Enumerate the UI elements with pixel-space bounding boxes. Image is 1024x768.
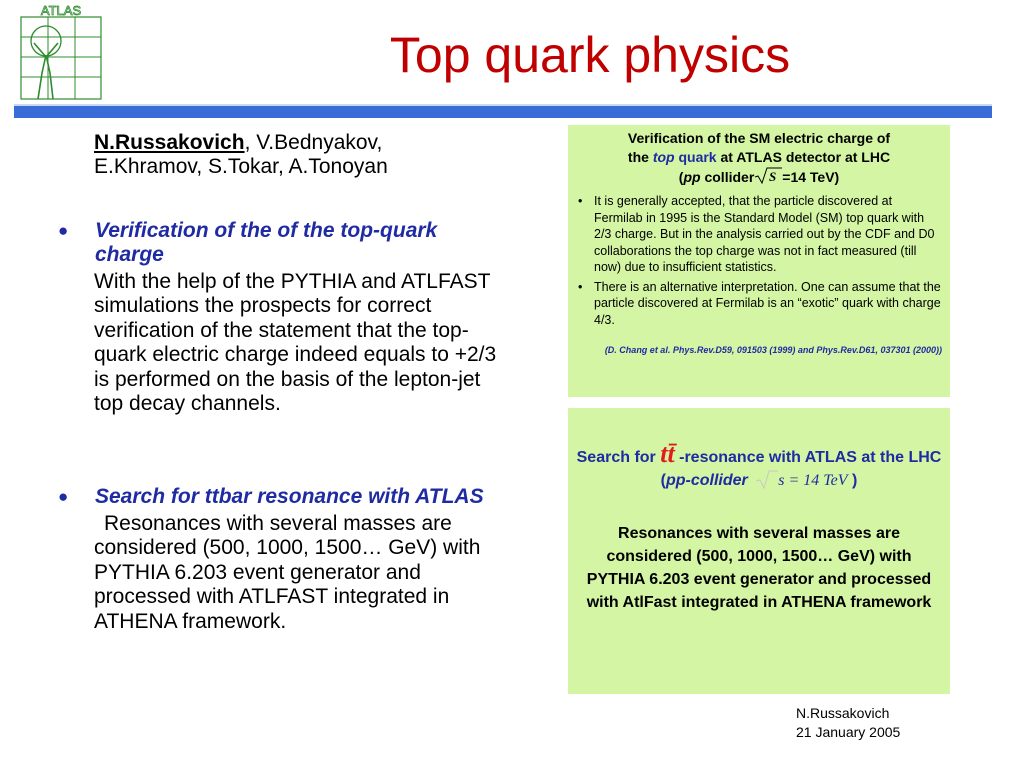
- section-ttbar-resonance: [58, 485, 498, 634]
- section-body: With the help of the PYTHIA and ATLFAST simulations the prospects for correct verification of the statement that the top-quark electric charge indeed equals to +2/3 is performed on the basis of the lepton-jet top decay channels.: [94, 270, 497, 416]
- box-heading: [576, 129, 942, 187]
- section-heading: Search for ttbar resonance with ATLAS: [95, 485, 484, 508]
- box-bullet-list: [576, 193, 942, 328]
- box-heading-line1: Verification of the SM electric charge of: [627, 130, 891, 146]
- section-top-charge: [58, 219, 498, 416]
- bullet-icon: ●: [58, 221, 69, 240]
- svg-text:S: S: [769, 169, 777, 184]
- box-heading: Search for tt̄ -resonance with ATLAS at the LHC (pp-collider s = 14 TeV ): [576, 439, 942, 489]
- atlas-logo: [20, 3, 102, 101]
- box-heading-line2: the top quark at ATLAS detector at LHC: [627, 149, 891, 165]
- footer-name: N.Russakovich: [796, 705, 890, 721]
- authors: [94, 131, 494, 179]
- sqrt-icon: [752, 469, 778, 489]
- list-item: • There is an alternative interpretation. One can assume that the particle discovered at Fermilab is an “exotic” quark with charge 4/3.: [578, 279, 941, 327]
- charge-verification-box: [568, 125, 950, 397]
- bullet-icon: ●: [58, 487, 69, 506]
- footer-date: 21 January 2005: [796, 724, 901, 740]
- footer: [796, 704, 900, 742]
- section-body: Resonances with several masses are considered (500, 1000, 1500… GeV) with PYTHIA 6.203 event generator and processed with ATLFAST integrated in ATHENA framework.: [94, 512, 481, 633]
- sqrt-icon: [754, 167, 782, 184]
- box-heading-line3: (pp collider S =14 TeV): [678, 169, 840, 185]
- reference-citation: (D. Chang et al. Phys.Rev.D59, 091503 (1999) and Phys.Rev.D61, 037301 (2000)): [604, 345, 942, 355]
- tt-symbol: tt̄: [660, 439, 675, 468]
- lead-author: N.Russakovich: [94, 131, 245, 154]
- page-title: Top quark physics: [389, 27, 791, 83]
- other-authors: , V.Bednyakov, E.Khramov, S.Tokar, A.Tonoyan: [94, 131, 388, 178]
- section-heading: Verification of the of the top-quark charge: [95, 219, 438, 266]
- title-rule: [14, 106, 992, 118]
- logo-text: ATLAS: [40, 3, 82, 18]
- box-text: Resonances with several masses are considered (500, 1000, 1500… GeV) with PYTHIA 6.203 event generator and processed with AtlFast integrated in ATHENA framework: [586, 525, 932, 611]
- list-item: • It is generally accepted, that the particle discovered at Fermilab in 1995 is the Standard Model (SM) top quark with 2/3 charge. But in the analysis carried out by the CDF and D0 collaborations the top charge was not in fact measured (till now) due to insufficient statistics.: [578, 194, 935, 274]
- resonance-search-box: [568, 408, 950, 694]
